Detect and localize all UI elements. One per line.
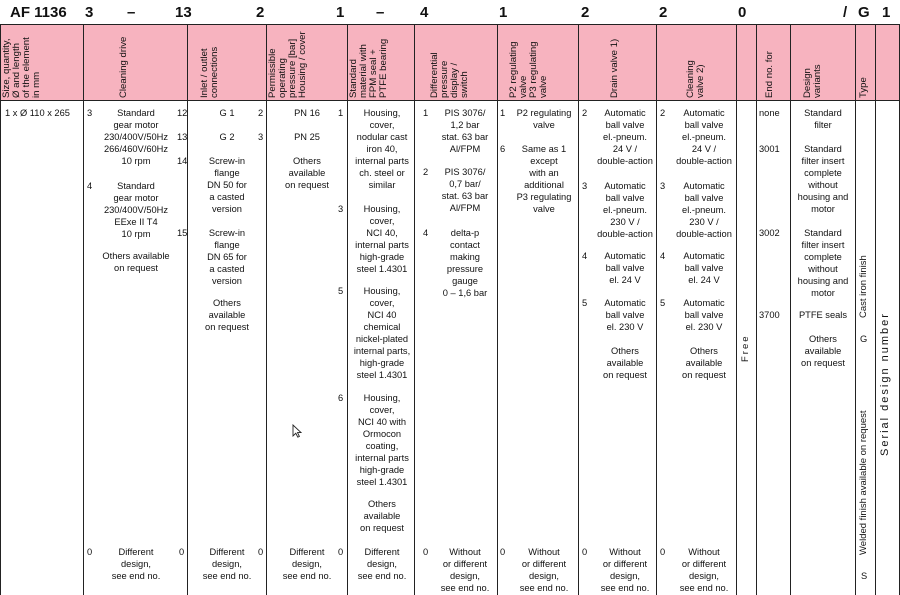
grid-line bbox=[83, 24, 84, 595]
reg-code: 6 bbox=[500, 144, 506, 154]
code-digit: 1 bbox=[882, 4, 891, 21]
drive-code: 3 bbox=[87, 108, 93, 118]
connection-option: Different design, see end no. bbox=[202, 547, 252, 581]
grid-line bbox=[347, 24, 348, 595]
pressure-code: 2 bbox=[258, 108, 264, 118]
variant-option: PTFE seals bbox=[798, 310, 848, 320]
end-no-value: none bbox=[759, 108, 780, 118]
type-code: G bbox=[860, 334, 868, 344]
material-option: Different design, see end no. bbox=[357, 547, 407, 581]
dp-option: PIS 3076/ 1,2 bar stat. 63 bar Al/FPM bbox=[441, 108, 489, 154]
clean-code: 5 bbox=[660, 298, 666, 308]
model-code: AF 1136 bbox=[10, 4, 67, 21]
pressure-option: PN 16 bbox=[294, 108, 320, 118]
dp-code: 1 bbox=[423, 108, 429, 118]
clean-option: Automatic ball valve el. 230 V bbox=[683, 298, 725, 332]
speed-code: 12 bbox=[177, 108, 188, 118]
cast-iron-label: Cast iron finish bbox=[858, 255, 869, 318]
clean-option: Automatic ball valve el. 24 V bbox=[683, 251, 725, 285]
welded-label: Welded finish available on request bbox=[858, 410, 869, 555]
code-digit: 4 bbox=[420, 4, 429, 21]
variant-option: Others available on request bbox=[801, 334, 845, 368]
end-no-value: 3001 bbox=[759, 144, 780, 154]
reg-code: 1 bbox=[500, 108, 506, 118]
material-option: Housing, cover, NCI 40, internal parts high-grade steel 1.4301 bbox=[355, 204, 409, 274]
grid-line bbox=[266, 24, 267, 595]
code-dash: – bbox=[376, 4, 385, 21]
pressure-option: PN 25 bbox=[294, 132, 320, 142]
reg-code: 0 bbox=[500, 547, 506, 557]
code-letter: G bbox=[858, 4, 870, 21]
drive-code: 0 bbox=[87, 547, 93, 557]
grid-line bbox=[855, 24, 856, 595]
drive-option: Standard gear motor 230/400V/50Hz EExe II T4 10 rpm bbox=[103, 181, 169, 239]
dp-option: PIS 3076/ 0,7 bar/ stat. 63 bar Al/FPM bbox=[441, 167, 489, 213]
pressure-option: Others available on request bbox=[285, 156, 329, 190]
speed-code: 14 bbox=[177, 156, 188, 166]
clean-code: 0 bbox=[660, 547, 666, 557]
code-digit: 0 bbox=[738, 4, 747, 21]
code-dash: – bbox=[127, 4, 136, 21]
speed-code: 0 bbox=[179, 547, 185, 557]
dp-option: delta-p contact making pressure gauge 0 – 1,6 bar bbox=[442, 228, 488, 298]
material-option: Housing, cover, nodular cast iron 40, internal parts ch. steel or similar bbox=[355, 108, 409, 190]
dp-code: 2 bbox=[423, 167, 429, 177]
connection-option: Screw-in flange DN 65 for a casted version bbox=[207, 228, 247, 286]
speed-code: 15 bbox=[177, 228, 188, 238]
grid-line bbox=[0, 100, 900, 101]
drain-code: 3 bbox=[582, 181, 588, 191]
drive-option: Standard gear motor 230/400V/50Hz 266/460V/60Hz 10 rpm bbox=[103, 108, 169, 166]
code-digit: 2 bbox=[256, 4, 265, 21]
code-digit: 2 bbox=[581, 4, 590, 21]
type-code: S bbox=[861, 571, 868, 581]
end-no-value: 3002 bbox=[759, 228, 780, 238]
mouse-cursor-icon bbox=[292, 424, 302, 438]
drain-code: 5 bbox=[582, 298, 588, 308]
drain-option: Automatic ball valve el.-pneum. 230 V / double-action bbox=[597, 181, 653, 239]
end-no-value: 3700 bbox=[759, 310, 780, 320]
drive-option: Different design, see end no. bbox=[111, 547, 161, 581]
material-code: 5 bbox=[338, 286, 344, 296]
reg-option: Without or different design, see end no. bbox=[519, 547, 569, 593]
clean-option: Automatic ball valve el.-pneum. 24 V / double-action bbox=[676, 108, 732, 166]
drain-code: 0 bbox=[582, 547, 588, 557]
reg-option: Same as 1 except with an additional P3 regulating valve bbox=[516, 144, 572, 214]
clean-option: Without or different design, see end no. bbox=[679, 547, 729, 593]
drain-option: Others available on request bbox=[603, 346, 647, 380]
clean-code: 4 bbox=[660, 251, 666, 261]
clean-option: Automatic ball valve el.-pneum. 230 V / double-action bbox=[676, 181, 732, 239]
drain-code: 4 bbox=[582, 251, 588, 261]
material-option: Others available on request bbox=[360, 499, 404, 533]
grid-line bbox=[756, 24, 757, 595]
code-digit: 2 bbox=[659, 4, 668, 21]
dp-code: 0 bbox=[423, 547, 429, 557]
variant-option: Standard filter insert complete without housing and motor bbox=[797, 144, 849, 214]
connection-option: Others available on request bbox=[205, 298, 249, 332]
drive-code: 4 bbox=[87, 181, 93, 191]
grid-line bbox=[0, 24, 1, 595]
pressure-code: 3 bbox=[258, 132, 264, 142]
code-digit: 1 bbox=[499, 4, 508, 21]
material-option: Housing, cover, NCI 40 chemical nickel-plated internal parts, high-grade steel 1.4301 bbox=[353, 286, 411, 380]
drain-option: Automatic ball valve el. 24 V bbox=[604, 251, 646, 285]
drive-option: Others available on request bbox=[102, 251, 170, 273]
pressure-option: Different design, see end no. bbox=[282, 547, 332, 581]
clean-code: 3 bbox=[660, 181, 666, 191]
dp-code: 4 bbox=[423, 228, 429, 238]
code-slash: / bbox=[843, 4, 848, 21]
grid-line bbox=[875, 24, 876, 595]
size-value: 1 x Ø 110 x 265 bbox=[5, 108, 70, 118]
material-code: 1 bbox=[338, 108, 344, 118]
drain-option: Automatic ball valve el.-pneum. 24 V / double-action bbox=[597, 108, 653, 166]
code-digit: 3 bbox=[85, 4, 94, 21]
material-code: 6 bbox=[338, 393, 344, 403]
drain-option: Automatic ball valve el. 230 V bbox=[604, 298, 646, 332]
reg-option: P2 regulating valve bbox=[516, 108, 572, 130]
clean-option: Others available on request bbox=[682, 346, 726, 380]
material-code: 0 bbox=[338, 547, 344, 557]
code-digit: 13 bbox=[175, 4, 192, 21]
connection-option: Screw-in flange DN 50 for a casted version bbox=[207, 156, 247, 214]
variant-option: Standard filter insert complete without housing and motor bbox=[797, 228, 849, 298]
dp-option: Without or different design, see end no. bbox=[440, 547, 490, 593]
drain-code: 2 bbox=[582, 108, 588, 118]
pressure-code: 0 bbox=[258, 547, 264, 557]
serial-label: Serial design number bbox=[879, 312, 891, 456]
material-option: Housing, cover, NCI 40 with Ormocon coating, internal parts high-grade steel 1.4301 bbox=[355, 393, 409, 487]
drain-option: Without or different design, see end no. bbox=[600, 547, 650, 593]
clean-code: 2 bbox=[660, 108, 666, 118]
speed-code: 13 bbox=[177, 132, 188, 142]
grid-line bbox=[0, 24, 900, 25]
free-label: Free bbox=[740, 334, 751, 362]
connection-option: G 1 bbox=[219, 108, 235, 118]
code-digit: 1 bbox=[336, 4, 345, 21]
variant-option: Standard filter bbox=[804, 108, 842, 130]
material-code: 3 bbox=[338, 204, 344, 214]
connection-option: G 2 bbox=[219, 132, 235, 142]
